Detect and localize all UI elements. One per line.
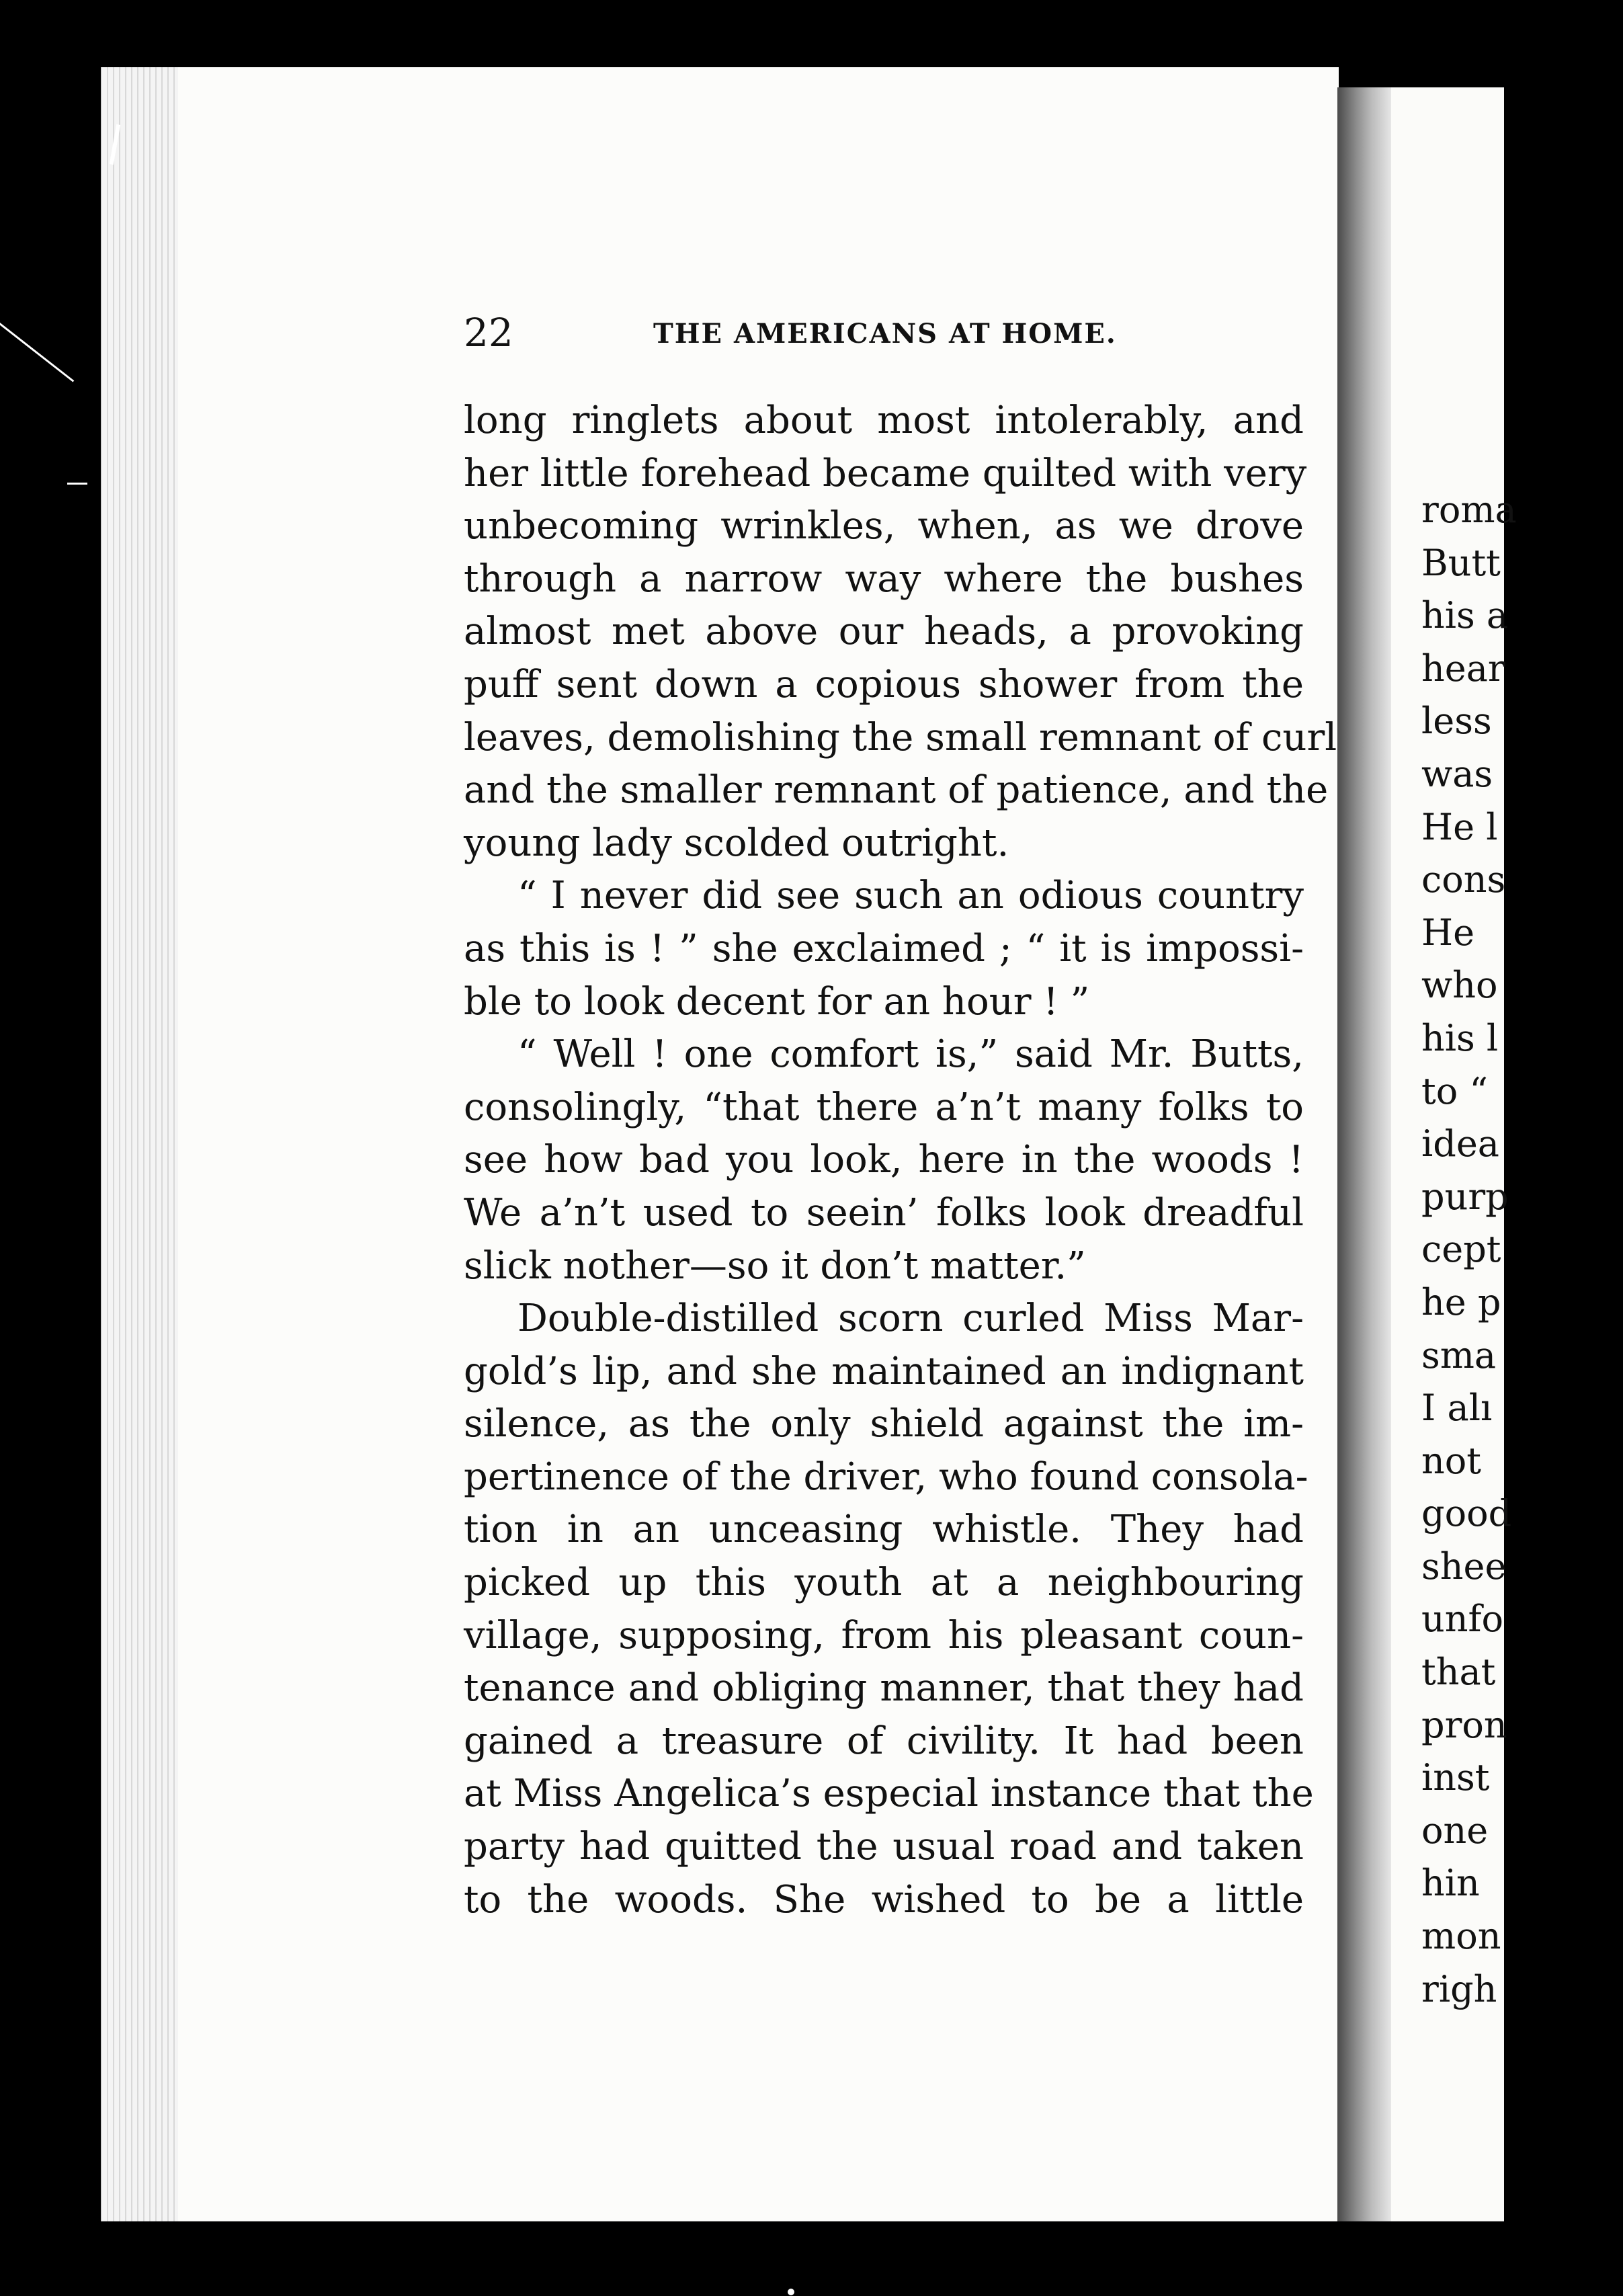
text-line: leaves, demolishing the small remnant of curl [464,715,1337,760]
text-line: gained a treasure of civility. It had been [464,1719,1304,1763]
scan-mark [67,483,87,485]
text-line: village, supposing, from his pleasant coun- [464,1613,1304,1657]
facing-line: less [1421,700,1492,743]
text-line: almost met above our heads, a provoking [464,610,1304,654]
facing-line: cept [1421,1228,1501,1271]
text-line: We a’n’t used to seein’ folks look dreadful [464,1190,1304,1235]
text-line: silence, as the only shield against the im- [464,1402,1304,1446]
facing-line: Butt [1421,541,1501,584]
facing-line: inst [1421,1756,1490,1799]
facing-line: sma [1421,1334,1497,1377]
facing-line: not [1421,1439,1481,1482]
text-line: “ I never did see such an odious country [517,874,1304,918]
text-line: to the woods. She wished to be a little [464,1877,1304,1922]
facing-line: mon [1421,1915,1501,1958]
text-line: Double-distilled scorn curled Miss Mar- [517,1297,1304,1341]
text-line: her little forehead became quilted with very [464,451,1307,495]
text-line: tenance and obliging manner, that they had [464,1666,1304,1711]
text-line: at Miss Angelica’s especial instance that the [464,1772,1314,1816]
text-line: long ringlets about most intolerably, and [464,399,1304,442]
text-line: “ Well ! one comfort is,” said Mr. Butts, [517,1032,1304,1077]
facing-line: idea [1421,1122,1499,1165]
page-edges [101,67,178,2221]
facing-line: pron [1421,1703,1507,1746]
dust-speck [788,2289,794,2295]
facing-line: He l [1421,805,1498,848]
facing-line: was [1421,752,1493,795]
facing-line: he p [1421,1280,1501,1323]
text-line: picked up this youth at a neighbouring [464,1561,1304,1605]
text-line: and the smaller remnant of patience, and the [464,768,1329,813]
facing-page [1391,87,1517,2221]
text-line: tion in an unceasing whistle. They had [464,1508,1304,1552]
facing-line: roma [1421,489,1517,531]
text-line: puff sent down a copious shower from the [464,662,1304,706]
facing-line: his l [1421,1016,1499,1059]
text-line: gold’s lip, and she maintained an indignant [464,1349,1304,1393]
running-head: THE AMERICANS AT HOME. [653,318,1117,350]
facing-line: to “ [1421,1069,1488,1112]
facing-line: purp [1421,1175,1509,1218]
text-line: unbecoming wrinkles, when, as we drove [464,504,1304,548]
facing-line: that [1421,1651,1496,1694]
book-gutter [1337,87,1391,2221]
facing-line: He [1421,911,1475,954]
facing-line: righ [1421,1967,1497,2010]
facing-line: hin [1421,1862,1480,1905]
facing-line: one [1421,1809,1489,1852]
facing-line: shee [1421,1545,1507,1588]
text-line: slick nother—so it don’t matter.” [464,1243,1086,1288]
facing-line: I alı [1421,1387,1493,1430]
text-line: through a narrow way where the bushes [464,557,1304,601]
facing-line: good [1421,1492,1512,1535]
page-number: 22 [464,310,513,356]
facing-page-text [1421,484,1623,2016]
body-text [464,395,1337,1926]
scan-mark [0,323,74,382]
text-line: pertinence of the driver, who found consola- [464,1454,1308,1499]
facing-line: his a [1421,594,1509,637]
text-line: ble to look decent for an hour ! ” [464,979,1090,1024]
text-line: see how bad you look, here in the woods ! [464,1138,1304,1182]
page-header [464,306,1317,360]
text-line: party had quitted the usual road and taken [464,1825,1304,1869]
text-line: consolingly, “that there a’n’t many folks to [464,1085,1304,1129]
facing-line: unfo [1421,1598,1504,1641]
text-line: as this is ! ” she exclaimed ; “ it is impossi- [464,926,1304,971]
text-line: young lady scolded outright. [464,821,1009,865]
facing-line: hear [1421,647,1505,690]
facing-line: who [1421,964,1498,1007]
facing-line: cons [1421,858,1506,901]
